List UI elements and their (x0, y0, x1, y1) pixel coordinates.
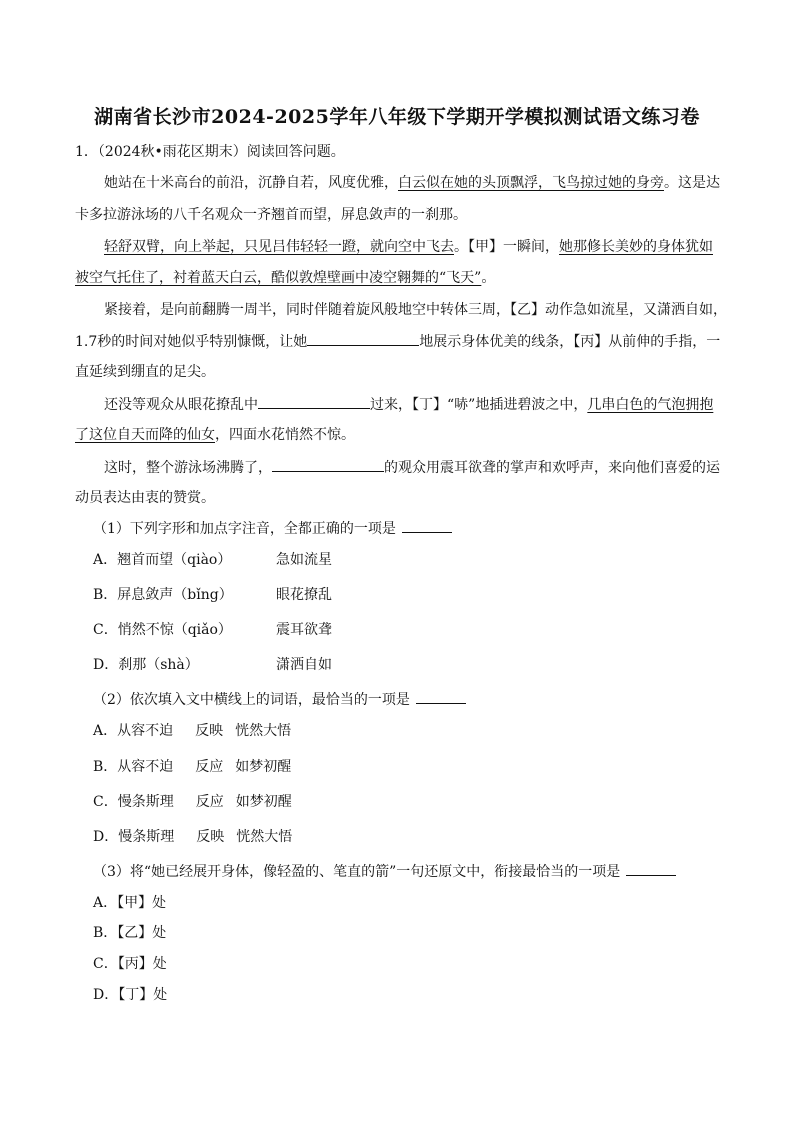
passage-text: 的观众用震耳欲聋的掌声和欢呼声，来向他们喜爱的运 (384, 460, 720, 476)
question-stem: （2）依次填入文中横线上的词语，最恰当的一项是 (93, 692, 410, 708)
option-label: D． (93, 987, 119, 1003)
option-text: 反应 (195, 794, 224, 810)
underlined-text: 被空气托住了，衬着蓝天白云，酷似敦煌壁画中凌空翱舞的“飞天” (75, 270, 482, 286)
underlined-text: 几串白色的气泡拥抱 (587, 397, 714, 413)
passage-p5-line2 (75, 488, 215, 508)
option-text: 反映 (196, 829, 225, 845)
passage-p5-line1 (104, 457, 720, 478)
fill-blank-3[interactable] (272, 457, 384, 472)
option-label: A． (93, 895, 118, 911)
sub-question-2-option-b[interactable] (93, 757, 291, 777)
sub-question-3-option-d[interactable] (93, 985, 167, 1005)
page-title: 湖南省长沙市2024-2025学年八年级下学期开学模拟测试语文练习卷 (94, 106, 700, 128)
option-label: C． (93, 794, 118, 810)
option-label: A． (93, 723, 118, 739)
option-text: 悄然不惊（qiǎo） (117, 622, 232, 638)
underlined-text: 轻舒双臂，向上举起，只见吕伟轻轻一蹬，就向空中飞去 (104, 239, 454, 255)
sub-question-3-stem (93, 861, 676, 882)
sub-question-2-option-d[interactable] (93, 827, 292, 847)
option-text: 恍然大悟 (235, 723, 292, 739)
passage-text: 还没等观众从眼花撩乱中 (104, 397, 258, 413)
option-label: B． (93, 587, 118, 603)
question-stem: （1）下列字形和加点字注音，全都正确的一项是 (93, 521, 396, 537)
underlined-text: 她那修长美妙的身体犹如 (559, 239, 713, 255)
sub-question-1-option-c[interactable] (93, 620, 393, 640)
option-text: 眼花撩乱 (276, 587, 332, 603)
option-text: 从容不迫 (117, 723, 174, 739)
option-text: 从容不迫 (117, 759, 174, 775)
fill-blank-2[interactable] (258, 394, 370, 409)
underlined-text: 白云似在她的头顶飘浮，飞鸟掠过她的身旁 (398, 175, 664, 191)
option-text: 【乙】处 (117, 925, 167, 941)
option-text: 如梦初醒 (235, 759, 292, 775)
option-text: 刹那（shà） (118, 657, 199, 673)
passage-p4-line1 (104, 394, 713, 415)
option-text: 如梦初醒 (235, 794, 292, 810)
passage-text: 动员表达由衷的赞赏。 (75, 490, 215, 506)
passage-text: 过来，【丁】“哧”地插进碧波之中， (370, 397, 588, 413)
option-text: 【丁】处 (118, 987, 168, 1003)
sub-question-1-option-d[interactable] (93, 655, 393, 675)
sub-question-2-option-c[interactable] (93, 792, 292, 812)
option-label: C． (93, 622, 118, 638)
option-text: 反映 (195, 723, 224, 739)
option-text: 屏息敛声（bǐng） (117, 587, 233, 603)
sub-question-2-stem (93, 689, 466, 710)
option-text: 翘首而望（qiào） (117, 552, 232, 568)
option-text: 潇洒自如 (276, 657, 332, 673)
option-label: B． (93, 925, 118, 941)
passage-p3-line2 (75, 331, 720, 352)
option-label: D． (93, 829, 119, 845)
option-text: 【丙】处 (117, 956, 167, 972)
passage-text: 。这是达 (664, 175, 720, 191)
passage-text: 直延续到绷直的足尖。 (75, 364, 215, 380)
question-header (75, 142, 345, 162)
passage-p3-line3 (75, 362, 215, 382)
sub-question-3-option-b[interactable] (93, 923, 166, 943)
passage-p3-line1 (104, 300, 727, 320)
passage-text: 1.7秒的时间对她似乎特别慷慨，让她 (75, 334, 308, 350)
passage-p1-line1 (104, 173, 720, 193)
option-label: A． (93, 552, 118, 568)
option-label: D． (93, 657, 119, 673)
sub-question-1-stem (93, 518, 452, 539)
option-label: B． (93, 759, 118, 775)
passage-text: 卡多拉游泳场的八千名观众一齐翘首而望，屏息敛声的一刹那。 (75, 207, 467, 223)
passage-text: 她站在十米高台的前沿，沉静自若，风度优雅， (104, 175, 398, 191)
question-prompt: 阅读回答问题。 (246, 144, 345, 160)
passage-p2-line2 (75, 268, 495, 288)
passage-text: 。【甲】一瞬间， (454, 239, 559, 255)
passage-p1-line2 (75, 205, 467, 225)
passage-p2-line1 (104, 237, 713, 257)
passage-text: 紧接着，是向前翻腾一周半，同时伴随着旋风般地空中转体三周，【乙】动作急如流星，又潇洒自如， (104, 302, 727, 318)
question-number: 1． (75, 144, 98, 160)
passage-text: 地展示身体优美的线条，【丙】从前伸的手指，一 (419, 334, 721, 350)
fill-blank-1[interactable] (307, 331, 419, 346)
passage-text: 这时，整个游泳场沸腾了， (104, 460, 272, 476)
answer-blank-2[interactable] (416, 689, 466, 704)
underlined-text: 了这位自天而降的仙女 (75, 427, 215, 443)
option-text: 震耳欲聋 (276, 622, 332, 638)
option-text: 恍然大悟 (236, 829, 293, 845)
passage-p4-line2 (75, 425, 355, 445)
answer-blank-1[interactable] (402, 518, 452, 533)
passage-text: 。 (481, 270, 496, 286)
sub-question-3-option-c[interactable] (93, 954, 167, 974)
sub-question-1-option-a[interactable] (93, 550, 393, 570)
sub-question-3-option-a[interactable] (93, 893, 166, 913)
answer-blank-3[interactable] (626, 861, 676, 876)
option-text: 慢条斯理 (117, 794, 174, 810)
passage-text: ，四面水花悄然不惊。 (215, 427, 355, 443)
option-text: 急如流星 (276, 552, 332, 568)
question-stem: （3）将“她已经展开身体，像轻盈的、笔直的箭”一句还原文中，衔接最恰当的一项是 (93, 864, 621, 880)
option-text: 【甲】处 (117, 895, 167, 911)
sub-question-2-option-a[interactable] (93, 721, 291, 741)
question-source: （2024秋•雨花区期末） (97, 144, 247, 160)
option-label: C． (93, 956, 118, 972)
sub-question-1-option-b[interactable] (93, 585, 393, 605)
option-text: 反应 (195, 759, 224, 775)
option-text: 慢条斯理 (118, 829, 175, 845)
